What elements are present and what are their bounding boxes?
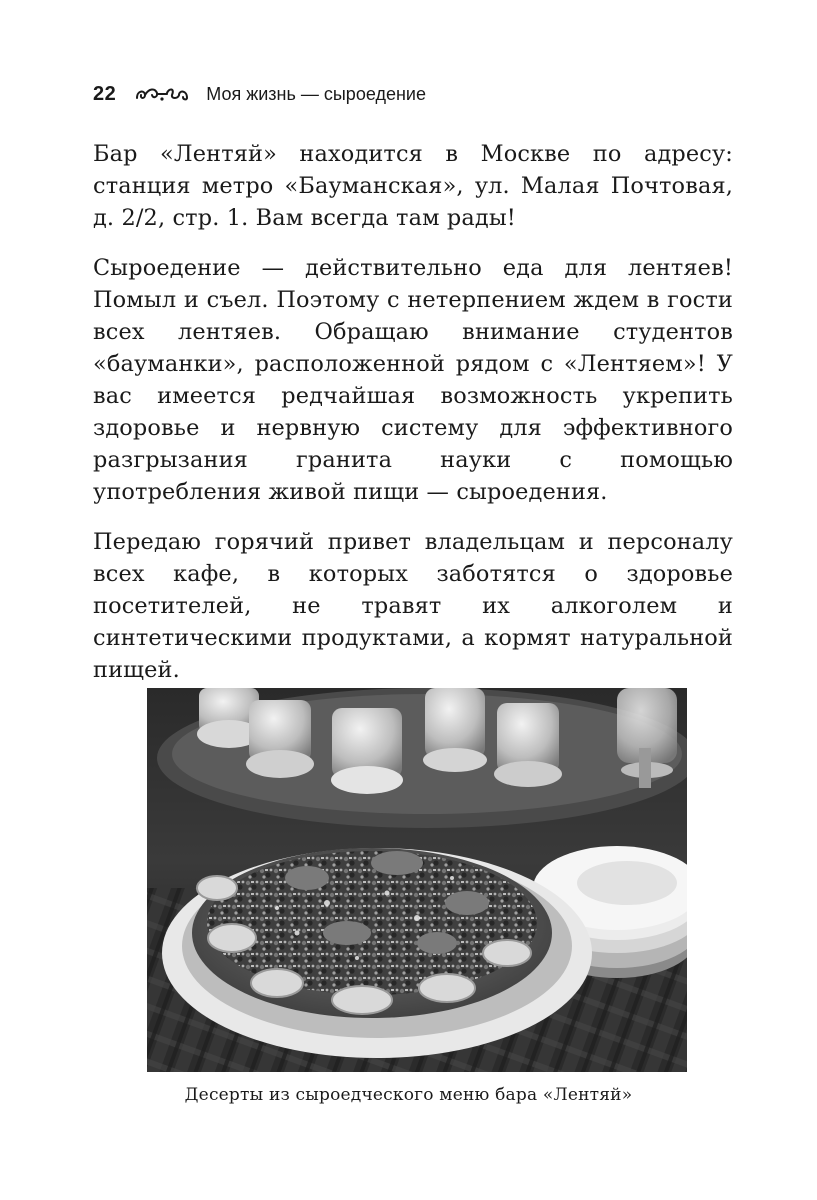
figure-caption: Десерты из сыроедческого меню бара «Лентяй» (184, 1085, 633, 1105)
floral-ornament-icon (134, 84, 190, 104)
dessert-photo-figure (147, 688, 687, 1072)
running-title: Моя жизнь — сыроедение (206, 83, 426, 104)
paragraph-raw-food-for-lazy: Сыроедение — действительно еда для лентяев! Помыл и съел. Поэтому с нетерпением ждем в гости всех лентяев. Обращаю внимание студентов «бауманки», расположенной рядом с «Лентяем»! У вас имеется редчайшая возможность укрепить здоровье и нервную систему для эффективного разгрызания гранита науки с помощью употребления живой пищи — сыроедения. (93, 255, 733, 505)
dessert-photo (147, 688, 687, 1072)
paragraph-bar-address: Бар «Лентяй» находится в Москве по адресу: станция метро «Бауманская», ул. Малая Почтовая, д. 2/2, стр. 1. Вам всегда там рады! (93, 141, 733, 231)
paragraph-greetings-to-cafes: Передаю горячий привет владельцам и персоналу всех кафе, в которых заботятся о здоровье посетителей, не травят их алкоголем и синтетическими продуктами, а кормят натуральной пищей. (93, 529, 733, 683)
page-number: 22 (93, 82, 117, 105)
body-text (93, 138, 733, 704)
page-header (93, 80, 426, 108)
